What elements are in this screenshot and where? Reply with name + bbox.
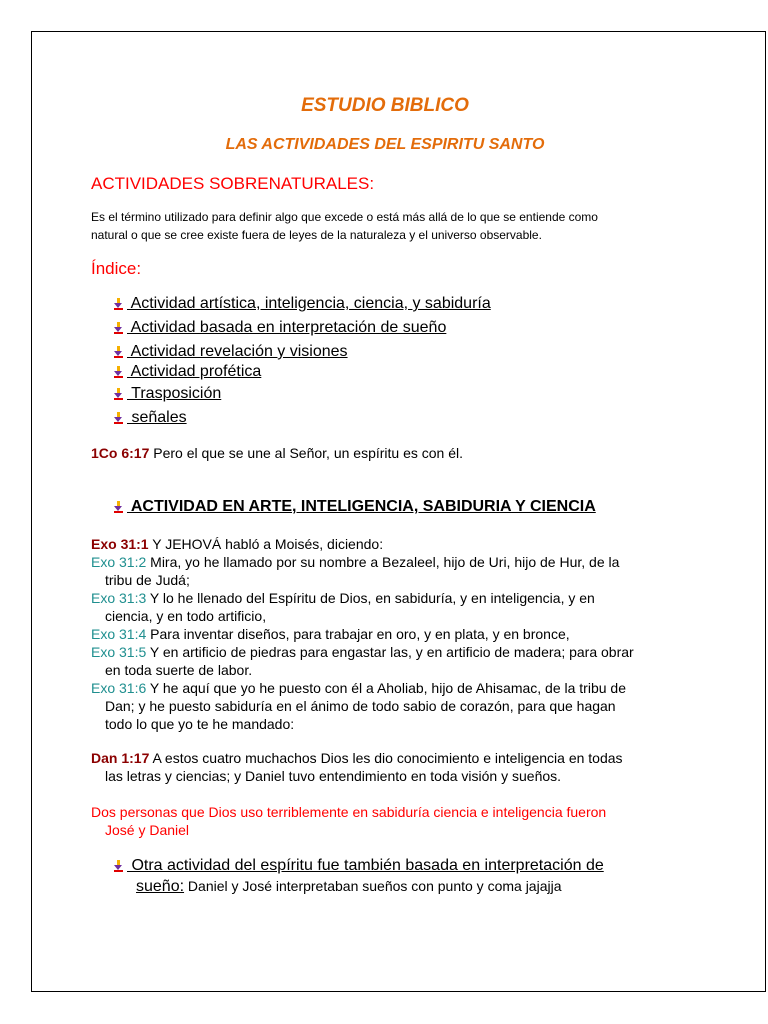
index-item: Actividad revelación y visiones (114, 343, 348, 361)
document-page (31, 31, 766, 992)
document-subtitle: LAS ACTIVIDADES DEL ESPIRITU SANTO (225, 136, 545, 153)
verse-exo-31-6-cont2: todo lo que yo te he mandado: (105, 716, 295, 732)
arrow-bullet-icon (114, 860, 123, 871)
verse-exo-31-2: Exo 31:2 Mira, yo he llamado por su nombre a Bezaleel, hijo de Uri, hijo de Hur, de la (91, 554, 620, 570)
definition-line-1: Es el término utilizado para definir algo que excede o está más allá de lo que se entiende como (91, 210, 598, 224)
section-heading: ACTIVIDADES SOBRENATURALES: (91, 174, 375, 193)
note-line-1: Dos personas que Dios uso terriblemente en sabiduría ciencia e inteligencia fueron (91, 804, 607, 820)
verse-dan-1-17: Dan 1:17 A estos cuatro muchachos Dios les dio conocimiento e inteligencia en todas (91, 750, 623, 766)
definition-line-2: natural o que se cree existe fuera de leyes de la naturaleza y el universo observable. (91, 228, 542, 242)
arrow-bullet-icon (114, 322, 123, 333)
verse-exo-31-6: Exo 31:6 Y he aquí que yo he puesto con él a Aholiab, hijo de Ahisamac, de la tribu de (91, 680, 626, 696)
verse-1co: 1Co 6:17 Pero el que se une al Señor, un espíritu es con él. (91, 445, 464, 461)
arrow-bullet-icon (114, 346, 123, 357)
index-label: Índice: (91, 259, 142, 278)
document-title: ESTUDIO BIBLICO (301, 95, 469, 116)
index-item: Actividad basada en interpretación de sueño (114, 319, 446, 337)
activity-heading: ACTIVIDAD EN ARTE, INTELIGENCIA, SABIDURIA Y CIENCIA (114, 498, 596, 516)
verse-exo-31-3-cont: ciencia, y en todo artificio, (105, 608, 267, 624)
final-item: Otra actividad del espíritu fue también basada en interpretación de (114, 857, 604, 875)
verse-exo-31-5-cont: en toda suerte de labor. (105, 662, 253, 678)
arrow-bullet-icon (114, 366, 123, 377)
arrow-bullet-icon (114, 412, 123, 423)
arrow-bullet-icon (114, 388, 123, 399)
index-item: Trasposición (114, 385, 221, 403)
note-line-2: José y Daniel (105, 822, 190, 838)
verse-exo-31-3: Exo 31:3 Y lo he llenado del Espíritu de Dios, en sabiduría, y en inteligencia, y en (91, 590, 595, 606)
verse-dan-1-17-cont: las letras y ciencias; y Daniel tuvo entendimiento en toda visión y sueños. (105, 768, 562, 784)
arrow-bullet-icon (114, 501, 123, 512)
index-item: señales (114, 409, 187, 427)
verse-exo-31-2-cont: tribu de Judá; (105, 572, 190, 588)
arrow-bullet-icon (114, 298, 123, 309)
final-item-cont: sueño: Daniel y José interpretaban sueños con punto y coma jajajja (136, 878, 562, 895)
verse-exo-31-1: Exo 31:1 Y JEHOVÁ habló a Moisés, diciendo: (91, 536, 384, 552)
verse-exo-31-4: Exo 31:4 Para inventar diseños, para trabajar en oro, y en plata, y en bronce, (91, 626, 570, 642)
index-item: Actividad artística, inteligencia, ciencia, y sabiduría (114, 295, 491, 313)
verse-exo-31-6-cont: Dan; y he puesto sabiduría en el ánimo de todo sabio de corazón, para que hagan (105, 698, 616, 714)
index-item: Actividad profética (114, 363, 261, 381)
verse-exo-31-5: Exo 31:5 Y en artificio de piedras para engastar las, y en artificio de madera; para obrar (91, 644, 634, 660)
